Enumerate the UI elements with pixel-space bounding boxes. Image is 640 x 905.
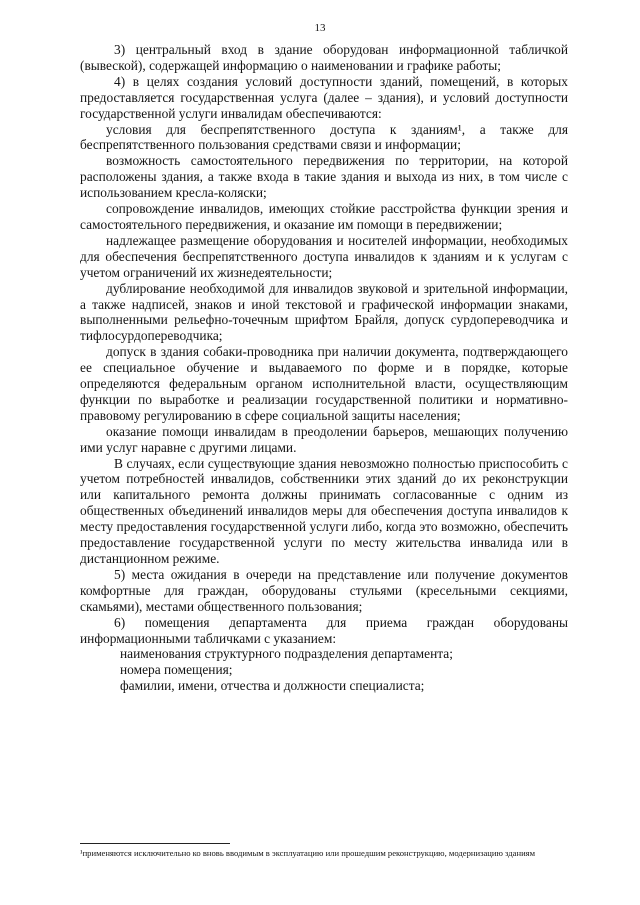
page-number: 13: [314, 22, 326, 34]
paragraph-assistance: оказание помощи инвалидам в преодолении барьеров, мешающих получению ими услуг наравне с другими лицами.: [80, 423, 568, 455]
footnote: ¹применяются исключительно ко вновь вводимым в эксплуатацию или прошедшим реконструкцию, модернизацию зданиям: [80, 848, 536, 858]
paragraph-item-6: 6) помещения департамента для приема граждан оборудованы информационными табличками с указанием:: [80, 614, 568, 646]
paragraph-equipment: надлежащее размещение оборудования и носителей информации, необходимых для обеспечения беспрепятственного доступа инвалидов к зданиям и к услугам с учетом ограничений их жизнедеятельности;: [80, 232, 568, 280]
paragraph-item-5: 5) места ожидания в очереди на представление или получение документов комфортные для граждан, оборудованы стульями (кресельными секциями, скамьями), местами общественного пользования;: [80, 566, 568, 614]
paragraph-item-3: 3) центральный вход в здание оборудован информационной табличкой (вывеской), содержащей информацию о наименовании и графике работы;: [80, 42, 568, 73]
paragraph-existing-buildings: В случаях, если существующие здания невозможно полностью приспособить с учетом потребностей инвалидов, собственники этих зданий до их реконструкции или капитального ремонта должны принимать согласованные с одним из общественных объединений инвалидов меры для обеспечения доступа инвалидов к месту предоставления государственной услуги либо, когда это возможно, обеспечить предоставление государственной услуги по месту жительства инвалида или в дистанционном режиме.: [80, 455, 568, 566]
paragraph-movement: возможность самостоятельного передвижения по территории, на которой расположены здания, а также входа в такие здания и выхода из них, в том числе с использованием кресла-коляски;: [80, 153, 568, 201]
paragraph-room-number: номера помещения;: [120, 662, 233, 678]
paragraph-item-4: 4) в целях создания условий доступности зданий, помещений, в которых предоставляется государственная услуга (далее – здания), и условий доступности государственной услуги инвалидам обеспечиваются:: [80, 73, 568, 121]
paragraph-escort: сопровождение инвалидов, имеющих стойкие расстройства функции зрения и самостоятельного передвижения, и оказание им помощи в передвижении;: [80, 201, 568, 232]
paragraph-guide-dog: допуск в здания собаки-проводника при наличии документа, подтверждающего ее специальное обучение и выдаваемого по форме и в порядке, которые определяются федеральным органом исполнительной власти, осуществляющим функции по выработке и реализации государственной политики и нормативно-правовому регулированию в сфере социальной защиты населения;: [80, 344, 568, 423]
footnote-divider: [80, 843, 230, 844]
paragraph-specialist: фамилии, имени, отчества и должности специалиста;: [120, 678, 425, 694]
paragraph-access-conditions: условия для беспрепятственного доступа к зданиям¹, а также для беспрепятственного пользования средствами связи и информации;: [80, 121, 568, 153]
paragraph-duplication: дублирование необходимой для инвалидов звуковой и зрительной информации, а также надписей, знаков и иной текстовой и графической информации знаками, выполненными рельефно-точечным шрифтом Брайля, допуск сурдопереводчика и тифлосурдопереводчика;: [80, 280, 568, 344]
paragraph-department-name: наименования структурного подразделения департамента;: [120, 646, 453, 662]
document-body: [80, 42, 568, 694]
